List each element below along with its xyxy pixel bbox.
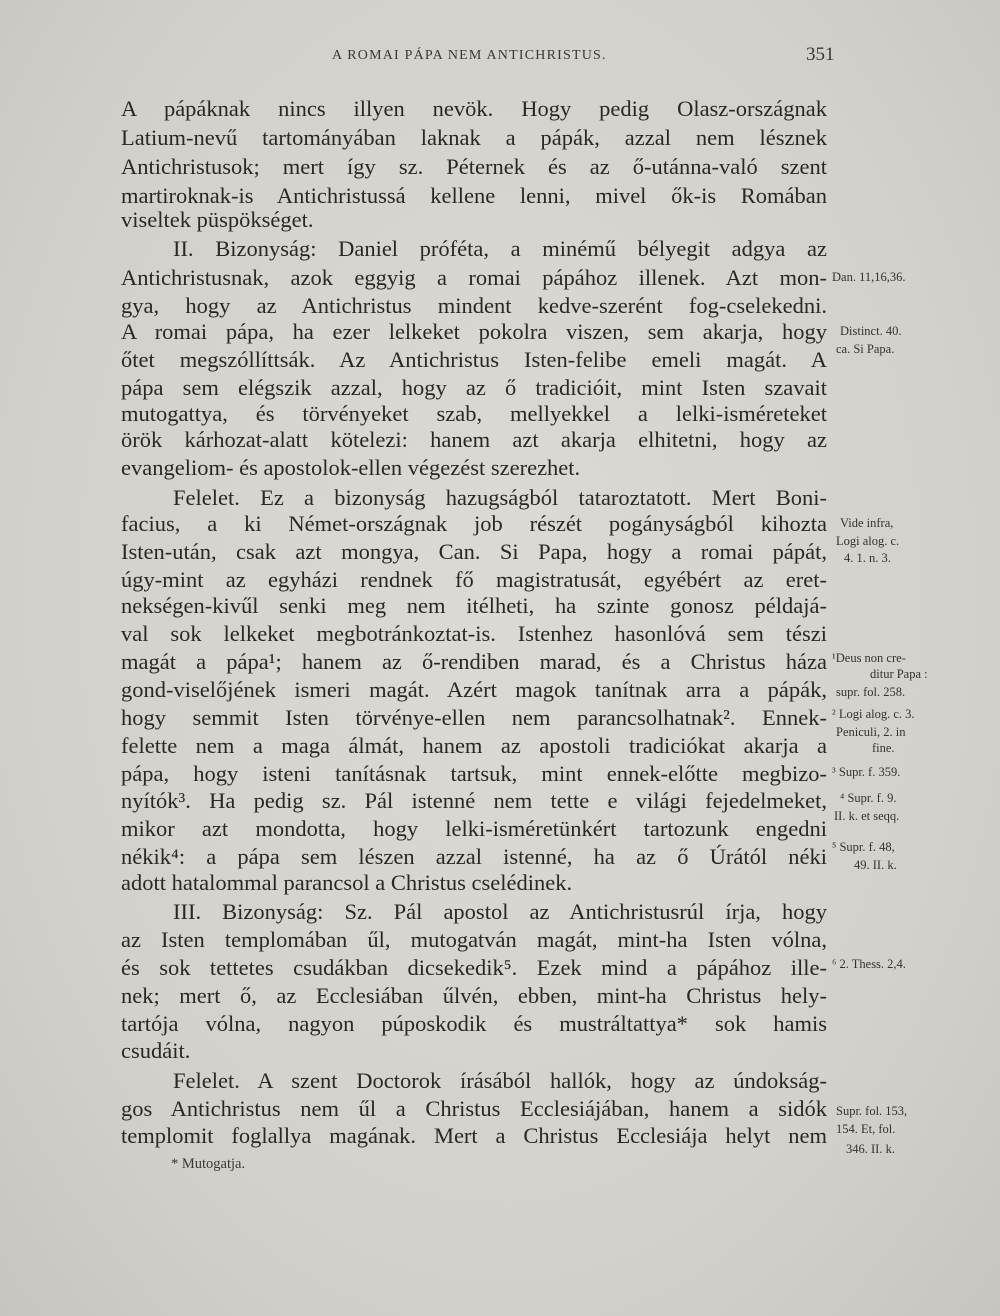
text-line: pápa sem elégszik azzal, hogy az ő tradicióit, mint Isten szavait xyxy=(121,375,827,400)
text-line: Isten-után, csak azt mongya, Can. Si Papa, hogy a romai pápát, xyxy=(121,539,827,564)
text-line: II. Bizonyság: Daniel próféta, a minémű bélyegit adgya az xyxy=(173,236,827,261)
margin-note: ⁴ Supr. f. 9. xyxy=(840,791,897,805)
text-line: Antichristusnak, azok eggyig a romai pápához illenek. Azt mon- xyxy=(121,265,827,290)
footnote: * Mutogatja. xyxy=(171,1156,246,1172)
text-line: III. Bizonyság: Sz. Pál apostol az Antichristusrúl írja, hogy xyxy=(173,899,827,924)
text-line: A romai pápa, ha ezer lelkeket pokolra viszen, sem akarja, hogy xyxy=(121,319,827,344)
text-line: gya, hogy az Antichristus mindent kedve-szerént fog-cselekedni. xyxy=(121,293,827,318)
margin-note: Supr. fol. 153, xyxy=(836,1104,908,1118)
margin-note: ⁵ Supr. f. 48, xyxy=(832,840,895,854)
text-line: templomit foglallya magának. Mert a Christus Ecclesiája helyt nem xyxy=(121,1123,827,1148)
margin-note: Vide infra, xyxy=(840,516,894,530)
margin-note: 49. II. k. xyxy=(854,858,897,872)
margin-note: ca. Si Papa. xyxy=(836,342,895,356)
text-line: mutogattya, és törvényeket szab, mellyekkel a lelki-isméreteket xyxy=(121,401,827,426)
margin-note: ¹Deus non cre- xyxy=(832,651,906,665)
text-line: nyítók³. Ha pedig sz. Pál istenné nem tette e világi fejedelmeket, xyxy=(121,788,827,813)
text-line: felette nem a maga álmát, hanem az apostoli tradiciókat akarja a xyxy=(121,733,827,758)
text-line: mikor azt mondotta, hogy lelki-isméretünkért tartozunk engedni xyxy=(121,816,827,841)
margin-note: fine. xyxy=(872,741,895,755)
text-line: örök kárhozat-alatt kötelezi: hanem azt akarja elhitetni, hogy az xyxy=(121,427,827,452)
margin-note: 346. II. k. xyxy=(846,1142,895,1156)
margin-note: 4. 1. n. 3. xyxy=(844,551,891,565)
margin-note: supr. fol. 258. xyxy=(836,685,906,699)
running-title: A ROMAI PÁPA NEM ANTICHRISTUS. xyxy=(332,48,607,63)
margin-note: Peniculi, 2. in xyxy=(836,725,906,739)
margin-note: ² Logi alog. c. 3. xyxy=(832,707,915,721)
text-line: nekségen-kivűl senki meg nem itélheti, ha szinte gonosz példajá- xyxy=(121,593,827,618)
margin-note: Logi alog. c. xyxy=(836,534,900,548)
margin-note: ⁶ 2. Thess. 2,4. xyxy=(832,957,906,971)
text-line: úgy-mint az egyházi rendnek fő magistratusát, egyébért az eret- xyxy=(121,567,827,592)
text-line: magát a pápa¹; hanem az ő-rendiben marad, és a Christus háza xyxy=(121,649,827,674)
text-line: hogy semmit Isten törvénye-ellen nem parancsolhatnak². Ennek- xyxy=(121,705,827,730)
text-line: tartója vólna, nagyon púposkodik és mustráltattya* sok hamis xyxy=(121,1011,827,1036)
text-line: gos Antichristus nem űl a Christus Ecclesiájában, hanem a sidók xyxy=(121,1096,827,1121)
text-line: és sok tettetes csudákban dicsekedik⁵. Ezek mind a pápához ille- xyxy=(121,955,827,980)
text-line: csudáit. xyxy=(121,1038,191,1063)
page-number: 351 xyxy=(806,44,835,65)
margin-note: ³ Supr. f. 359. xyxy=(832,765,901,779)
text-line: Felelet. Ez a bizonyság hazugságból tataroztatott. Mert Boni- xyxy=(173,485,827,510)
margin-note: ditur Papa : xyxy=(870,667,928,681)
text-line: nek; mert ő, az Ecclesiában űlvén, ebben, mint-ha Christus hely- xyxy=(121,983,827,1008)
text-line: facius, a ki Német-országnak job részét pogányságból kihozta xyxy=(121,511,827,536)
text-line: Antichristusok; mert így sz. Péternek és az ő-utánna-való szent xyxy=(121,154,827,179)
text-line: val sok lelkeket megbotránkoztat-is. Istenhez hasonlóvá sem tészi xyxy=(121,621,827,646)
text-line: adott hatalommal parancsol a Christus cselédinek. xyxy=(121,870,573,895)
text-line: Latium-nevű tartományában laknak a pápák, azzal nem lésznek xyxy=(121,125,827,150)
margin-note: 154. Et, fol. xyxy=(836,1122,896,1136)
text-line: evangeliom- és apostolok-ellen végezést szerezhet. xyxy=(121,455,581,480)
text-line: nékik⁴: a pápa sem lészen azzal istenné, ha az ő Úrától néki xyxy=(121,844,827,869)
text-line: viseltek püspökséget. xyxy=(121,207,314,232)
text-line: pápa, hogy isteni tanításnak tartsuk, mint ennek-előtte megbizo- xyxy=(121,761,827,786)
text-line: gond-viselőjének ismeri magát. Azért magok tanítnak arra a pápák, xyxy=(121,677,827,702)
margin-note: Dan. 11,16,36. xyxy=(832,270,906,284)
text-line: Felelet. A szent Doctorok írásából hallók, hogy az úndokság- xyxy=(173,1068,827,1093)
text-line: martiroknak-is Antichristussá kellene lenni, mivel ők-is Romában xyxy=(121,183,827,208)
text-line: az Isten templomában űl, mutogatván magát, mint-ha Isten vólna, xyxy=(121,927,827,952)
margin-note: Distinct. 40. xyxy=(840,324,902,338)
text-line: A pápáknak nincs illyen nevök. Hogy pedig Olasz-országnak xyxy=(121,96,827,121)
text-line: őtet megszóllíttsák. Az Antichristus Isten-felibe emeli magát. A xyxy=(121,347,827,372)
margin-note: II. k. et seqq. xyxy=(834,809,900,823)
